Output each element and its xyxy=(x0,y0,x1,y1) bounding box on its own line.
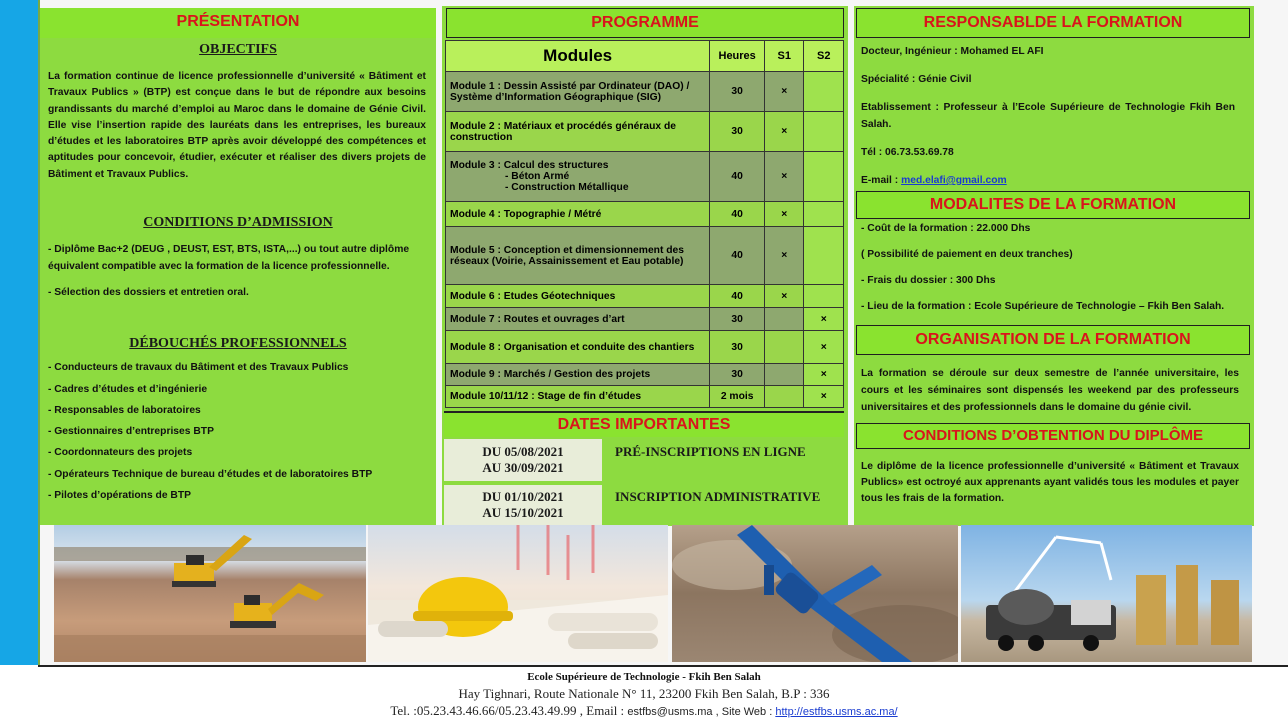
footer-school: Ecole Supérieure de Technologie - Fkih Ben Salah xyxy=(527,671,761,683)
s1-cell: × xyxy=(764,72,803,112)
s2-cell xyxy=(804,72,844,112)
module-cell: Module 4 : Topographie / Métré xyxy=(446,202,710,227)
date-label-1: PRÉ-INSCRIPTIONS EN LIGNE xyxy=(606,439,846,481)
footer-divider xyxy=(38,665,1288,667)
modalite-item: - Lieu de la formation : Ecole Supérieure de Technologie – Fkih Ben Salah. xyxy=(861,301,1225,312)
s1-cell xyxy=(764,364,803,386)
module-cell: Module 6 : Etudes Géotechniques xyxy=(446,285,710,308)
debouche-item: - Pilotes d’opérations de BTP xyxy=(48,490,192,501)
responsable-email-link[interactable]: med.elafi@gmail.com xyxy=(901,175,1007,186)
module-title: Module 3 : Calcul des structures xyxy=(450,160,609,171)
s2-cell xyxy=(804,202,844,227)
col-header-modules: Modules xyxy=(446,41,710,72)
admission-title: CONDITIONS D’ADMISSION xyxy=(143,215,333,230)
module-cell: Module 5 : Conception et dimensionnement des réseaux (Voirie, Assainissement et Eau potable) xyxy=(446,227,710,285)
responsable-tel: Tél : 06.73.53.69.78 xyxy=(861,147,954,158)
s1-cell: × xyxy=(764,285,803,308)
date-to: AU 30/09/2021 xyxy=(482,460,564,475)
debouche-item: - Responsables de laboratoires xyxy=(48,405,201,416)
organisation-text: La formation se déroule sur deux semestre de l’année universitaire, les cours et les séminaires sont dispensés les weekend par des professeurs universitaires et des professionnels dans le domaine du génie civil. xyxy=(861,368,1239,413)
responsable-header: RESPONSABLDE LA FORMATION xyxy=(856,8,1250,38)
footer-site-label: , Site Web : xyxy=(712,706,776,718)
hours-cell: 30 xyxy=(710,308,765,331)
hard-hat-blueprints-photo xyxy=(368,525,668,662)
hours-cell: 40 xyxy=(710,227,765,285)
hours-cell: 30 xyxy=(710,331,765,364)
water-pipe-photo xyxy=(672,525,958,662)
programme-table xyxy=(445,40,844,408)
admission-item-2: - Sélection des dossiers et entretien oral. xyxy=(48,287,249,298)
dates-header: DATES IMPORTANTES xyxy=(444,411,844,437)
table-row xyxy=(446,112,844,152)
module-cell xyxy=(446,152,710,202)
debouches-title: DÉBOUCHÉS PROFESSIONNELS xyxy=(129,336,347,351)
table-row xyxy=(446,386,844,408)
s2-cell xyxy=(804,285,844,308)
footer-contact-text: Tel. :05.23.43.46.66/05.23.43.49.99 , Email : xyxy=(390,703,628,718)
date-range-2 xyxy=(444,485,602,525)
modalite-item: - Coût de la formation : 22.000 Dhs xyxy=(861,223,1031,234)
s1-cell: × xyxy=(764,227,803,285)
footer-contact xyxy=(0,703,1288,719)
date-range-1 xyxy=(444,439,602,481)
table-row xyxy=(446,285,844,308)
diplome-text: Le diplôme de la licence professionnelle d’université « Bâtiment et Travaux Publics» est octroyé aux apprenants ayant validés tous les modules et payer tous les frais de la formation. xyxy=(861,461,1239,504)
organisation-header: ORGANISATION DE LA FORMATION xyxy=(856,325,1250,355)
left-blue-band xyxy=(0,0,38,665)
table-row xyxy=(446,227,844,285)
responsable-specialite: Spécialité : Génie Civil xyxy=(861,74,972,85)
footer xyxy=(0,665,1288,728)
s2-cell xyxy=(804,112,844,152)
hours-cell: 30 xyxy=(710,364,765,386)
s1-cell xyxy=(764,386,803,408)
module-cell: Module 9 : Marchés / Gestion des projets xyxy=(446,364,710,386)
s2-cell xyxy=(804,152,844,202)
debouche-item: - Gestionnaires d’entreprises BTP xyxy=(48,426,214,437)
s1-cell xyxy=(764,331,803,364)
objectifs-text: La formation continue de licence professionnelle d’université « Bâtiment et Travaux Publics » (BTP) est conçue dans le but de répondre aux besoins grandissants du marché d’emploi au Maroc dans le domaine de Génie Civil. Elle vise l’insertion rapide des lauréats dans les entreprises, les bureaux d’études et les laboratoires BTP après avoir développé des compétences et aptitudes pour concevoir, étudier, exécuter et réaliser des divers projets de Bâtiment et Travaux Publics. xyxy=(48,71,426,180)
responsable-email-row xyxy=(861,172,1007,189)
s2-cell: × xyxy=(804,364,844,386)
hours-cell: 40 xyxy=(710,285,765,308)
footer-address: Hay Tighnari, Route Nationale N° 11, 23200 Fkih Ben Salah, B.P : 336 xyxy=(458,686,830,701)
truck-illustration xyxy=(961,525,1252,662)
module-cell: Module 10/11/12 : Stage de fin d’études xyxy=(446,386,710,408)
s1-cell: × xyxy=(764,202,803,227)
table-row xyxy=(446,72,844,112)
debouche-item: - Cadres d’études et d’ingénierie xyxy=(48,384,208,395)
module-sub-item: - Béton Armé xyxy=(505,171,570,182)
objectifs-title: OBJECTIFS xyxy=(199,42,277,57)
responsable-name: Docteur, Ingénieur : Mohamed EL AFI xyxy=(861,46,1044,57)
admission-item-1: - Diplôme Bac+2 (DEUG , DEUST, EST, BTS, ISTA,...) ou tout autre diplôme équivalent compatible avec la formation de la licence professionnelle. xyxy=(48,244,410,272)
programme-header: PROGRAMME xyxy=(446,8,844,38)
module-cell: Module 2 : Matériaux et procédés généraux de construction xyxy=(446,112,710,152)
s1-cell: × xyxy=(764,112,803,152)
excavators-photo xyxy=(54,525,366,662)
hours-cell: 40 xyxy=(710,202,765,227)
date-from: DU 01/10/2021 xyxy=(482,489,564,504)
col-header-s1: S1 xyxy=(764,41,803,72)
table-row xyxy=(446,202,844,227)
presentation-header: PRÉSENTATION xyxy=(40,8,436,38)
footer-email[interactable]: estfbs@usms.ma xyxy=(627,706,713,718)
s1-cell xyxy=(764,308,803,331)
modalite-item: - Frais du dossier : 300 Dhs xyxy=(861,275,996,286)
module-sub-item: - Construction Métallique xyxy=(505,182,629,193)
responsable-etablissement: Etablissement : Professeur à l’Ecole Supérieure de Technologie Fkih Ben Salah. xyxy=(861,102,1235,130)
pipe-illustration xyxy=(672,525,958,662)
debouche-item: - Opérateurs Technique de bureau d’études et de laboratoires BTP xyxy=(48,469,373,480)
date-from: DU 05/08/2021 xyxy=(482,444,564,459)
table-row xyxy=(446,331,844,364)
col-header-s2: S2 xyxy=(804,41,844,72)
s2-cell xyxy=(804,227,844,285)
hard-hat-illustration xyxy=(368,525,668,662)
s2-cell: × xyxy=(804,331,844,364)
debouche-item: - Conducteurs de travaux du Bâtiment et des Travaux Publics xyxy=(48,362,349,373)
s2-cell: × xyxy=(804,308,844,331)
modalite-item: ( Possibilité de paiement en deux tranches) xyxy=(861,249,1073,260)
date-to: AU 15/10/2021 xyxy=(482,505,564,520)
col-header-heures: Heures xyxy=(710,41,765,72)
table-row xyxy=(446,308,844,331)
table-row xyxy=(446,364,844,386)
date-label-2: INSCRIPTION ADMINISTRATIVE xyxy=(606,485,846,525)
excavators-illustration xyxy=(54,525,366,662)
debouche-item: - Coordonnateurs des projets xyxy=(48,447,193,458)
s2-cell: × xyxy=(804,386,844,408)
diplome-header: CONDITIONS D’OBTENTION DU DIPLÔME xyxy=(856,423,1250,449)
hours-cell: 2 mois xyxy=(710,386,765,408)
hours-cell: 40 xyxy=(710,152,765,202)
module-cell: Module 7 : Routes et ouvrages d’art xyxy=(446,308,710,331)
hours-cell: 30 xyxy=(710,112,765,152)
module-cell: Module 8 : Organisation et conduite des chantiers xyxy=(446,331,710,364)
s1-cell: × xyxy=(764,152,803,202)
module-cell: Module 1 : Dessin Assisté par Ordinateur (DAO) / Système d’Information Géographique (SIG) xyxy=(446,72,710,112)
table-row xyxy=(446,152,844,202)
hours-cell: 30 xyxy=(710,72,765,112)
modalites-header: MODALITES DE LA FORMATION xyxy=(856,191,1250,219)
footer-site-link[interactable]: http://estfbs.usms.ac.ma/ xyxy=(775,706,898,718)
email-label: E-mail : xyxy=(861,175,902,186)
concrete-pump-truck-photo xyxy=(961,525,1252,662)
